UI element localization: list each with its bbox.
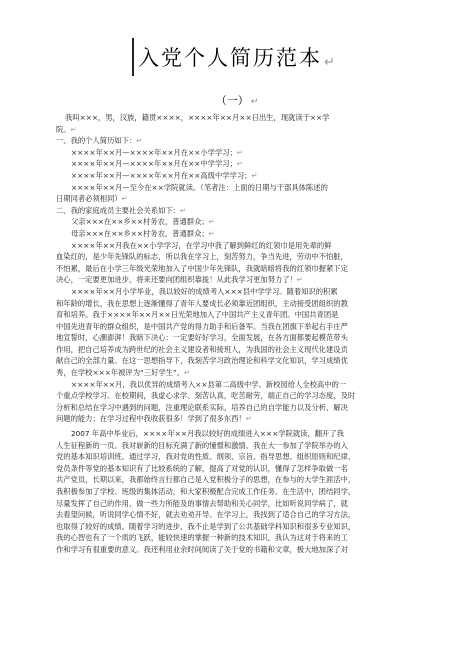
- line-text: ××××年××月我在××小学学习，在学习中我了解到鲜红的红领巾是用先辈的鲜: [71, 240, 332, 250]
- text-line[interactable]: [56, 544, 418, 556]
- line-text: 作和学习有很重要的意义。我还利用业余时间阅读了关于党的书籍和文章，极大地加深了对: [56, 544, 348, 554]
- line-text: ××××年××月小学毕业，我以较好的成绩考入×××县中学学习。随着知识的积累: [71, 286, 338, 296]
- text-line[interactable]: [56, 428, 418, 440]
- text-line[interactable]: [56, 498, 418, 510]
- text-line[interactable]: [56, 228, 418, 240]
- line-text: 院。: [56, 124, 71, 134]
- paragraph-mark-icon: ↵: [245, 414, 252, 424]
- line-text: 决心，一定要更加进步，将来还要向团组织靠拢！从此我学习更加努力了！: [56, 275, 297, 285]
- text-line[interactable]: [56, 355, 418, 367]
- text-line[interactable]: [56, 112, 418, 124]
- line-text: 去看望问候，听说同学心情不好，就去劝劝开导。在学习上，我找到了适合自己的学习方法，: [56, 510, 356, 520]
- paragraph-mark-icon: ↵: [236, 159, 243, 169]
- text-line[interactable]: [56, 486, 418, 498]
- paragraph-mark-icon: ↵: [324, 54, 335, 70]
- text-line[interactable]: [56, 321, 418, 333]
- line-text: 育和培养。我于××××年××月××日光荣地加入了中国共产主义青年团。中国共青团是: [56, 310, 339, 320]
- line-text: 党的基本知识培训班。通过学习，我对党的性质、纲领、宗旨、指导思想、组织原则和纪律、: [56, 452, 356, 462]
- paragraph-mark-icon: ↵: [180, 205, 187, 215]
- line-text: 一、我的个人简历如下：: [56, 136, 137, 146]
- text-line[interactable]: [56, 193, 418, 205]
- paragraph-mark-icon: ↵: [250, 97, 259, 107]
- text-line[interactable]: [56, 413, 418, 425]
- text-line[interactable]: [56, 216, 418, 228]
- paragraph-mark-icon: ↵: [70, 124, 77, 134]
- text-line[interactable]: [56, 451, 418, 463]
- document-title[interactable]: 入党个人简历范本: [138, 46, 322, 70]
- text-line[interactable]: [56, 344, 418, 356]
- section-heading[interactable]: [0, 92, 474, 108]
- line-text: 2007 年高中毕业后，××××年××月我以较好的成绩进入×××学院就读，翻开了我: [71, 429, 344, 439]
- text-line[interactable]: [56, 521, 418, 533]
- section-heading-text: （一）: [215, 94, 249, 107]
- paragraph-mark-icon: ↵: [208, 217, 215, 227]
- text-line[interactable]: [56, 332, 418, 344]
- line-text: 血染红的，是少年先锋队的标志，所以我在学习上，刻苦努力，争当先进，劳动中不怕脏，: [56, 252, 348, 262]
- line-text: 作用，把自己培养成为跨世纪的社会主义建设者和接班人，为我国的社会主义现代化建设贡: [56, 344, 348, 354]
- line-text: 献自己的全部力量。在这一思想指导下，我刻苦学习政治理论和科学文化知识，学习成绩优: [56, 356, 348, 366]
- text-line[interactable]: [56, 182, 418, 194]
- line-text: 不怕累，最后在小学三年级光荣地加入了中国少年先锋队，我就暗暗将我的红领巾握紧下定: [56, 263, 348, 273]
- text-line[interactable]: [56, 170, 418, 182]
- text-line[interactable]: [56, 158, 418, 170]
- text-line[interactable]: [56, 263, 418, 275]
- text-line[interactable]: [56, 532, 418, 544]
- text-line[interactable]: [56, 402, 418, 414]
- paragraph-mark-icon: ↵: [208, 228, 215, 238]
- line-text: ××××年××月—至今在××学院就读。（笔者注：上面的日期与干部具体陈述的: [71, 182, 328, 192]
- text-line[interactable]: [56, 135, 418, 147]
- text-line[interactable]: [56, 474, 418, 486]
- line-text: 尽量发挥了自己的作用，做一些力所能及的事情去帮助和关心同学，比如听说同学病了，就: [56, 498, 348, 508]
- line-text: 我积极参加了学校、班级的集体活动，和大家积极配合完成工作任务。在生活中，团结同学，: [56, 487, 356, 496]
- paragraph-mark-icon: ↵: [296, 275, 303, 285]
- line-text: 秀，在学校×××年被评为“三好学生”。: [56, 368, 185, 378]
- line-text: 个重点学校学习。在校期间，我虚心求学、刻苦认真，吃苦耐劳，端正自己的学习态度，及时: [56, 391, 356, 401]
- paragraph-mark-icon: ↵: [251, 170, 258, 180]
- line-text: 共产党员，长期以来，我都始终言行都自己是入党积极分子的思想，在参与的大学生涯活中，: [56, 475, 356, 485]
- paragraph-mark-icon: ↵: [136, 136, 143, 146]
- line-text: 母亲×××在××乡××村务农，普通群众；: [71, 228, 209, 238]
- line-text: 也取得了较好的成绩。随着学习的进步，我不止是学到了公共基础学科知识和很多专业知识，: [56, 521, 356, 531]
- text-line[interactable]: [56, 367, 418, 379]
- line-text: ××××年××月—××××年××月在××小学学习；: [71, 147, 237, 157]
- text-line[interactable]: [56, 440, 418, 452]
- line-text: 日期同者必须相同）: [56, 194, 122, 204]
- line-text: 人生征程新的一页。我对崭新的目标充满了新的憧憬和激情。我在大一参加了学院举办的入: [56, 440, 348, 450]
- paragraph-mark-icon: ↵: [121, 194, 128, 204]
- text-line[interactable]: [56, 309, 418, 321]
- line-text: 和年龄的增长，我在思想上逐渐懂得了青年人要成长必须靠近团组织，主动接受团组织的教: [56, 298, 348, 308]
- text-line[interactable]: [56, 298, 418, 310]
- text-line[interactable]: [56, 251, 418, 263]
- text-line[interactable]: [56, 240, 418, 252]
- line-text: ××××年××月—××××年××月在××中学学习；: [71, 159, 237, 169]
- paragraph-mark-icon: ↵: [236, 147, 243, 157]
- line-text: 我叫×××，男，汉族，籍贯××××，××××年××月××日出生，现就读于××学: [65, 113, 330, 122]
- text-line[interactable]: [56, 124, 418, 136]
- line-text: 党员条件等党的基本知识有了比较系统的了解，提高了对党的认识，懂得了怎样争取做一名: [56, 463, 348, 473]
- line-text: 中国先进青年的群众组织，是中国共产党的得力助手和后备军。当我在团旗下举起右手庄严: [56, 321, 348, 331]
- text-line[interactable]: [56, 286, 418, 298]
- line-text: 地宣誓时，心潮澎湃！我暗下决心：一定要好好学习，全面发展，在各方面都要起模范带头: [56, 333, 348, 343]
- line-text: ××××年××月，我以优异的成绩考入××县第二高级中学。新校园给人全校高中的一: [71, 379, 347, 389]
- paragraph-mark-icon: ↵: [184, 368, 191, 378]
- line-text: 父亲×××在××乡××村务农，普通群众；: [71, 217, 209, 227]
- line-text: 我的心智也有了一个质的飞跃，能较快速的掌握一种新的技术知识，我认为这对于将来的工: [56, 533, 348, 543]
- line-text: 问题的能力；在学习过程中我收获很多！学到了很多东西！: [56, 414, 246, 424]
- document-body[interactable]: [56, 112, 418, 556]
- line-text: 分析和总结在学习中遇到的问题，注重理论联系实际，培养自己的自学能力以及分析、解决: [56, 402, 348, 412]
- text-line[interactable]: [56, 463, 418, 475]
- text-line[interactable]: [56, 274, 418, 286]
- line-text: 二、我的家庭成员主要社会关系如下：: [56, 205, 181, 215]
- text-line[interactable]: [56, 147, 418, 159]
- text-line[interactable]: [56, 509, 418, 521]
- title-row: [132, 38, 335, 76]
- text-line[interactable]: [56, 205, 418, 217]
- text-line[interactable]: [56, 390, 418, 402]
- line-text: ××××年××月—××××年××月在××高级中学学习；: [71, 170, 252, 180]
- text-cursor: [132, 38, 134, 76]
- text-line[interactable]: [56, 379, 418, 391]
